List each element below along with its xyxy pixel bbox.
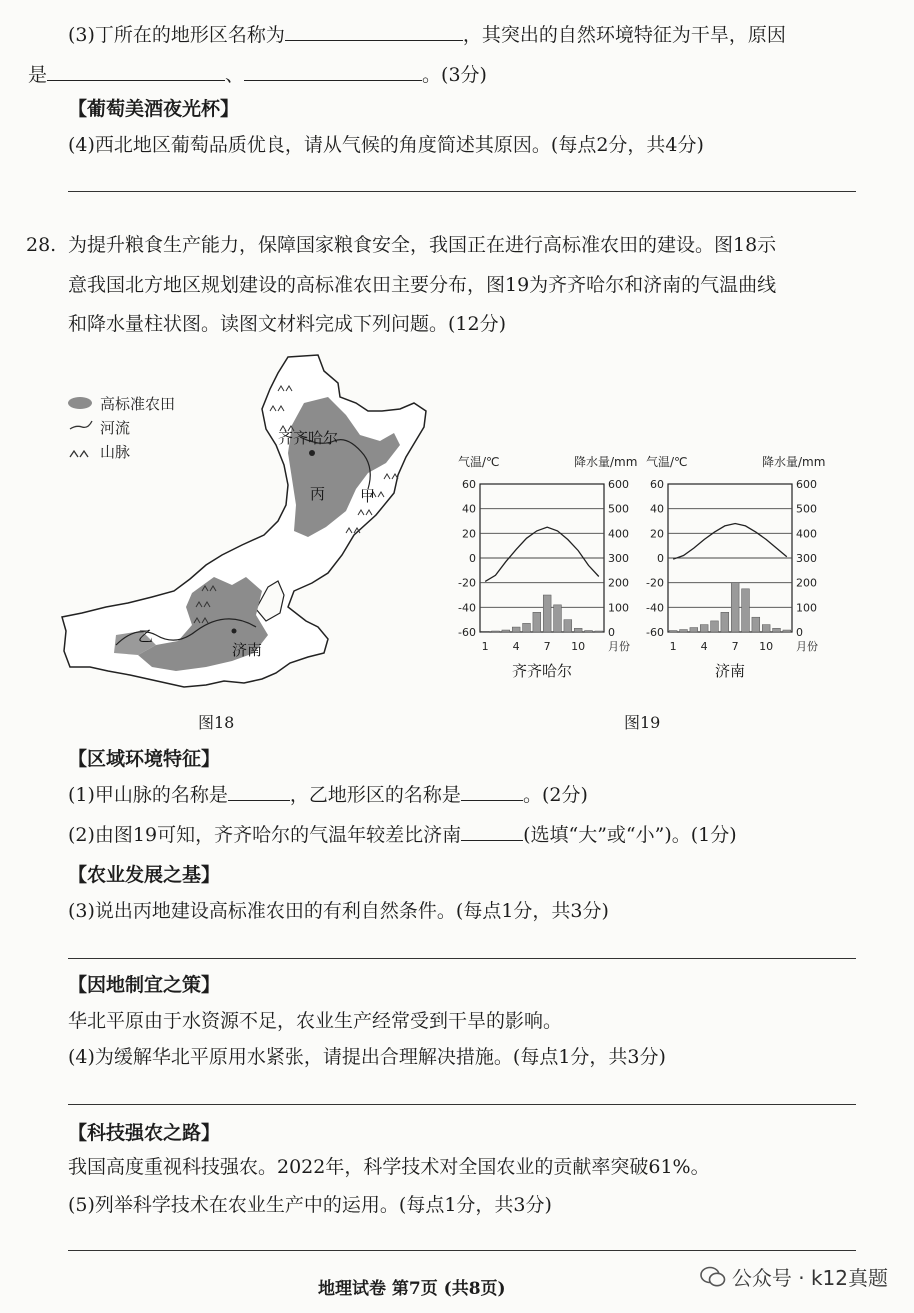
label-bing: 丙 (310, 485, 326, 503)
q28-part1 (68, 780, 588, 808)
x-tick-label: 4 (700, 640, 708, 653)
q28-part5: (5)列举科学技术在农业生产中的运用。(每点1分，共3分) (68, 1194, 552, 1216)
wechat-icon (700, 1266, 726, 1288)
q28-part1-text-a: (1)甲山脉的名称是 (68, 784, 228, 806)
q27-part3-line2 (28, 60, 487, 88)
figure-19-climate-charts (448, 448, 828, 688)
precip-bar (543, 595, 551, 632)
precip-bar (481, 631, 489, 632)
precip-bar (669, 631, 677, 632)
temp-tick-label: -40 (646, 601, 664, 615)
temp-tick-label: -40 (458, 601, 476, 615)
temp-tick-label: 0 (657, 552, 664, 565)
precip-tick-label: 200 (608, 576, 629, 590)
answer-blank-reason-1[interactable] (47, 60, 225, 81)
mountain-icon (70, 451, 88, 457)
precip-tick-label: 300 (796, 552, 817, 565)
x-tick-label: 4 (512, 640, 520, 653)
precip-bar (721, 612, 729, 632)
figure-19-caption: 图19 (624, 713, 661, 732)
precip-tick-label: 100 (796, 601, 817, 615)
precip-bar (502, 630, 510, 632)
q28-part1-text-b: ，乙地形区的名称是 (289, 784, 461, 806)
q28-intro-line1: 为提升粮食生产能力，保障国家粮食安全，我国正在进行高标准农田的建设。图18示 (68, 234, 777, 256)
precip-axis-title: 降水量/mm (574, 455, 638, 469)
section-title-policy: 【因地制宜之策】 (68, 974, 221, 996)
precip-tick-label: 400 (796, 527, 817, 541)
q27-part3-line1 (68, 20, 786, 48)
precip-bar (711, 621, 719, 632)
q27-part3-text-b: ，其突出的自然环境特征为干旱，原因 (462, 24, 786, 46)
x-tick-label: 7 (543, 640, 551, 653)
answer-blank-range[interactable] (461, 820, 523, 841)
x-tick-label: 1 (481, 640, 489, 653)
temp-tick-label: -20 (458, 576, 476, 590)
precip-bar (533, 612, 541, 632)
temp-tick-label: -60 (458, 626, 476, 639)
section-title-tech: 【科技强农之路】 (68, 1122, 221, 1144)
temp-tick-label: 20 (462, 527, 476, 541)
q28-part3: (3)说出丙地建设高标准农田的有利自然条件。(每点1分，共3分) (68, 900, 609, 922)
q27-part3-text-a: (3)丁所在的地形区名称为 (68, 24, 285, 46)
precip-bar (492, 631, 500, 632)
q28-part4: (4)为缓解华北平原用水紧张，请提出合理解决措施。(每点1分，共3分) (68, 1046, 666, 1068)
x-axis-unit: 月份 (796, 640, 818, 653)
temp-tick-label: 0 (469, 552, 476, 565)
temp-tick-label: 60 (462, 478, 476, 491)
chart-city-name: 济南 (714, 662, 746, 680)
qiqihar-marker (309, 450, 315, 456)
x-tick-label: 10 (571, 640, 586, 653)
precip-tick-label: 0 (796, 626, 803, 639)
answer-line-q28-3[interactable] (68, 958, 856, 959)
river-icon (70, 421, 92, 429)
q27-part3-score: 。(3分) (422, 64, 487, 86)
precip-bar (512, 627, 520, 632)
q27-part3-text-c: 是 (28, 64, 48, 86)
jinan-marker (232, 629, 237, 634)
q28-number: 28. (26, 234, 57, 256)
answer-blank-reason-2[interactable] (244, 60, 422, 81)
precip-tick-label: 600 (796, 478, 817, 491)
page-footer: 地理试卷 第7页 (共8页) (318, 1279, 506, 1299)
temperature-curve (673, 524, 787, 560)
answer-line-q28-4[interactable] (68, 1104, 856, 1105)
temperature-curve (485, 527, 599, 581)
answer-blank-landform[interactable] (285, 20, 463, 41)
tech-text: 我国高度重视科技强农。2022年，科学技术对全国农业的贡献率突破61%。 (68, 1156, 710, 1178)
legend-river-label: 河流 (100, 419, 131, 437)
precip-bar (585, 631, 593, 632)
q28-part2 (68, 820, 737, 848)
figure-18-map (56, 345, 446, 705)
answer-line-q27-4[interactable] (68, 191, 856, 192)
precip-tick-label: 300 (608, 552, 629, 565)
precip-bar (731, 583, 739, 632)
figure-18-caption: 图18 (198, 713, 235, 732)
precip-bar (680, 630, 688, 632)
x-tick-label: 10 (759, 640, 774, 653)
precip-bar (700, 625, 708, 632)
precip-tick-label: 200 (796, 576, 817, 590)
temp-axis-title: 气温/℃ (458, 455, 500, 469)
precip-bar (783, 630, 791, 632)
legend-farmland-swatch (68, 397, 92, 409)
temp-tick-label: 20 (650, 527, 664, 541)
q28-part1-text-c: 。(2分) (522, 784, 588, 806)
q28-intro-line2: 意我国北方地区规划建设的高标准农田主要分布，图19为齐齐哈尔和济南的气温曲线 (68, 274, 777, 296)
precip-tick-label: 500 (796, 502, 817, 516)
answer-blank-landform-yi[interactable] (461, 780, 523, 801)
precip-bar (574, 628, 582, 632)
temp-tick-label: 40 (462, 502, 476, 516)
precip-bar (762, 625, 770, 632)
precip-bar (752, 617, 760, 632)
precip-tick-label: 500 (608, 502, 629, 516)
precip-tick-label: 0 (608, 626, 615, 639)
precip-bar (554, 605, 562, 632)
answer-line-q28-5[interactable] (68, 1250, 856, 1251)
q28-intro-line3: 和降水量柱状图。读图文材料完成下列问题。(12分) (68, 313, 507, 335)
label-yi: 乙 (138, 627, 154, 645)
precip-tick-label: 100 (608, 601, 629, 615)
precip-bar (564, 620, 572, 632)
precip-tick-label: 600 (608, 478, 629, 491)
temp-tick-label: -60 (646, 626, 664, 639)
temp-tick-label: -20 (646, 576, 664, 590)
x-tick-label: 1 (669, 640, 677, 653)
x-tick-label: 7 (731, 640, 739, 653)
legend-mountain-label: 山脉 (100, 443, 131, 461)
label-jia: 甲 (360, 487, 376, 505)
section-title-agri-base: 【农业发展之基】 (68, 864, 221, 886)
watermark-text: 公众号 · k12真题 (731, 1266, 888, 1290)
temp-tick-label: 40 (650, 502, 664, 516)
precip-bar (690, 628, 698, 632)
section-title-wine: 【葡萄美酒夜光杯】 (68, 98, 240, 120)
precip-bar (523, 623, 531, 632)
policy-text: 华北平原由于水资源不足，农业生产经常受到干旱的影响。 (68, 1010, 563, 1032)
answer-blank-mountain[interactable] (228, 780, 290, 801)
temp-axis-title: 气温/℃ (646, 455, 688, 469)
precip-bar (595, 631, 603, 632)
precip-tick-label: 400 (608, 527, 629, 541)
temp-tick-label: 60 (650, 478, 664, 491)
section-title-region: 【区域环境特征】 (68, 748, 221, 770)
chart-city-name: 齐齐哈尔 (511, 662, 573, 680)
label-jinan: 济南 (232, 641, 263, 659)
precip-bar (742, 589, 750, 632)
q27-part3-separator: 、 (225, 64, 245, 86)
precip-bar (773, 628, 781, 632)
q27-part4: (4)西北地区葡萄品质优良，请从气候的角度简述其原因。(每点2分，共4分) (68, 134, 704, 156)
q28-part2-text-b: (选填“大”或“小”)。(1分) (523, 824, 737, 846)
label-qiqihar: 齐齐哈尔 (278, 429, 339, 447)
q28-part2-text-a: (2)由图19可知，齐齐哈尔的气温年较差比济南 (68, 824, 462, 846)
watermark (700, 1262, 888, 1291)
legend-farmland-label: 高标准农田 (100, 395, 176, 413)
x-axis-unit: 月份 (608, 640, 630, 653)
precip-axis-title: 降水量/mm (762, 455, 826, 469)
